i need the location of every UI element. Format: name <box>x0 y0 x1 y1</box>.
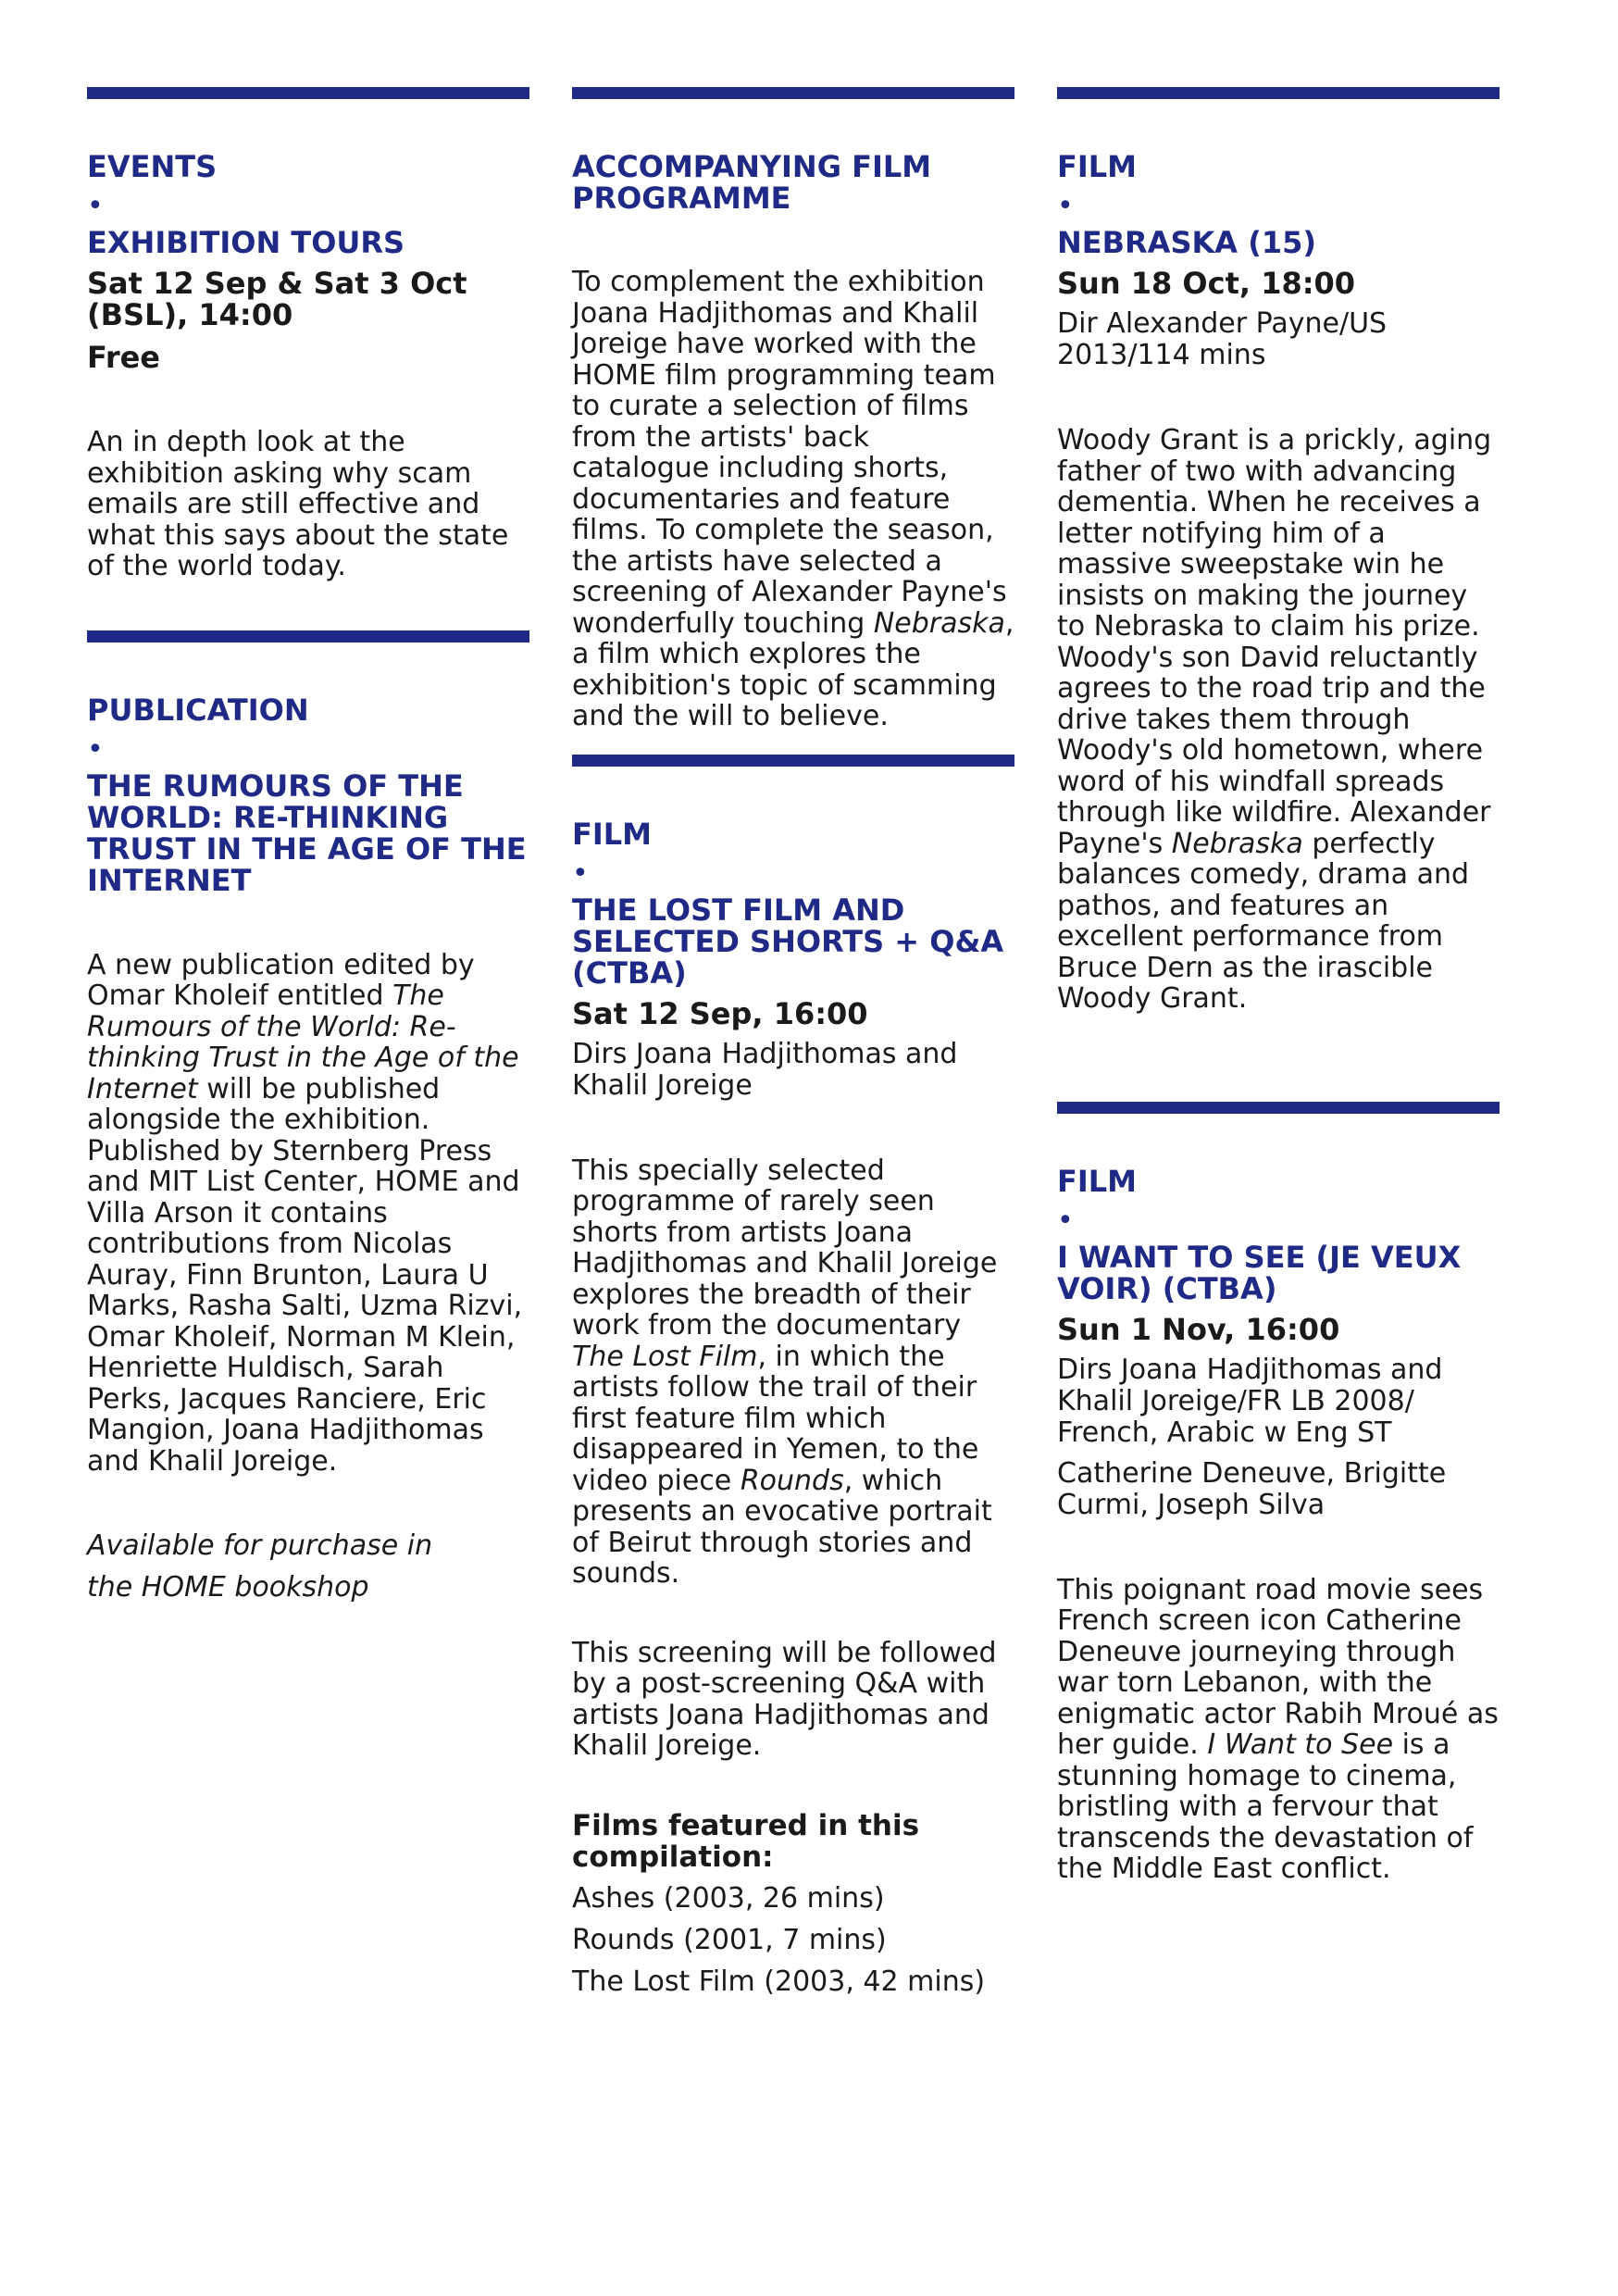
event-description-text: An in depth look at the exhibition asking why scam emails are still effective and what this says about the state of the world today. <box>87 426 509 582</box>
programme-description-text <box>572 267 1014 732</box>
film-date: Sun 1 Nov, 16:00 <box>1057 1311 1340 1347</box>
section-rule <box>87 87 529 99</box>
bullet-dot: • <box>87 190 104 222</box>
text-run: , in which the artists follow the trail of their first feature film which disappeared in Yemen, to the video piece <box>572 1340 979 1497</box>
programme-description <box>572 267 1014 732</box>
text-run: perfectly balances comedy, drama and pathos, and features an excellent performance from Bruce Dern as the irascible Woody Grant. <box>1057 827 1470 1015</box>
publication-title: THE RUMOURS OF THE WORLD: RE-THINKING TRUST IN THE AGE OF THE INTERNET <box>87 767 527 898</box>
section-kicker: EVENTS <box>87 149 218 184</box>
text-run: This specially selected programme of rarely seen shorts from artists Joana Hadjithomas and Khalil Joreige explores the breadth of their work from the documentary <box>572 1154 998 1341</box>
lost-film-section <box>572 755 1014 1998</box>
film-list-item: Rounds (2001, 7 mins) <box>572 1923 887 1956</box>
bullet-dot: • <box>572 856 589 890</box>
availability-line: Available for purchase in <box>87 1529 433 1562</box>
event-description <box>87 427 529 582</box>
section-kicker: PUBLICATION <box>87 692 309 728</box>
text-run: This poignant road movie sees French screen icon Catherine Deneuve journeying through war torn Lebanon, with the enigmatic actor Rabih Mroué as her guide. <box>1057 1573 1499 1761</box>
film-list-item: The Lost Film (2003, 42 mins) <box>572 1965 986 1998</box>
programme-section <box>572 87 1014 732</box>
publication-section <box>87 630 529 1609</box>
section-kicker: FILM <box>1057 1163 1137 1199</box>
section-kicker: ACCOMPANYING FILM PROGRAMME <box>572 149 932 216</box>
film-list-item: Ashes (2003, 26 mins) <box>572 1881 885 1915</box>
film-description <box>1057 425 1500 1015</box>
film-title: THE LOST FILM AND SELECTED SHORTS + Q&A (CTBA) <box>572 892 1004 991</box>
nebraska-section <box>1057 87 1500 1015</box>
bullet-dot: • <box>1057 190 1074 222</box>
film-description-text <box>1057 1575 1500 1885</box>
film-date: Sun 18 Oct, 18:00 <box>1057 266 1356 301</box>
section-rule <box>572 87 1014 99</box>
film-description-text <box>572 1155 1014 1590</box>
availability-line: the HOME bookshop <box>87 1571 369 1603</box>
column-right <box>1057 87 1500 1885</box>
film-credits: Dirs Joana Hadjithomas and Khalil Joreige <box>572 1037 958 1102</box>
film-description-text <box>1057 425 1500 1015</box>
film-description <box>1057 1575 1500 1885</box>
film-title-italic: The Lost Film <box>572 1340 758 1373</box>
publication-description-text <box>87 950 529 1478</box>
text-run: A new publication edited by Omar Kholeif entitled <box>87 948 475 1012</box>
film-date: Sat 12 Sep, 16:00 <box>572 995 868 1031</box>
bullet-dot: • <box>87 732 104 766</box>
event-title: EXHIBITION TOURS <box>87 225 405 260</box>
film-title-italic: Nebraska <box>873 606 1005 640</box>
film-title-italic: Rounds <box>740 1464 844 1497</box>
column-left <box>87 87 529 1608</box>
want-to-see-section <box>1057 1102 1500 1885</box>
text-run: To complement the exhibition Joana Hadjithomas and Khalil Joreige have worked with the HOME film programming team to curate a selection of films from the artists' back catalogue including shorts, documentaries and feature films. To complete the season, the artists have selected a screening of Alexander Payne's wonderfully touching <box>572 266 1007 640</box>
text-run: Woody Grant is a prickly, aging father of two with advancing dementia. When he receives a letter notifying him of a massive sweepstake win he insists on making the journey to Nebraska to claim his prize. Woody's son David reluctantly agrees to the road trip and the drive takes them through Woody's old hometown, where word of his windfall spreads through like wildfire. Alexander Payne's <box>1057 424 1492 860</box>
film-credits: Dirs Joana Hadjithomas and Khalil Joreige/FR LB 2008/ French, Arabic w Eng ST <box>1057 1353 1443 1449</box>
text-run: is a stunning homage to cinema, bristling with a fervour that transcends the devastation of the Middle East conflict. <box>1057 1728 1474 1885</box>
book-title-italic: The Rumours of the World: Re-thinking Trust in the Age of the Internet <box>87 980 519 1105</box>
section-kicker: FILM <box>572 816 652 852</box>
text-run: will be published alongside the exhibition. Published by Sternberg Press and MIT List Center, HOME and Villa Arson it contains contributions from Nicolas Auray, Finn Brunton, Laura U Marks, Rasha Salti, Uzma Rizvi, Omar Kholeif, Norman M Klein, Henriette Huldisch, Sarah Perks, Jacques Ranciere, Eric Mangion, Joana Hadjithomas and Khalil Joreige. <box>87 1072 523 1478</box>
film-title-italic: I Want to See <box>1207 1728 1394 1761</box>
event-price: Free <box>87 340 160 375</box>
film-title: NEBRASKA (15) <box>1057 225 1316 260</box>
section-rule <box>1057 87 1500 99</box>
section-kicker: FILM <box>1057 149 1137 184</box>
film-credits: Dir Alexander Payne/US 2013/114 mins <box>1057 307 1388 371</box>
event-date: Sat 12 Sep & Sat 3 Oct (BSL), 14:00 <box>87 266 467 332</box>
film-qa-text: This screening will be followed by a post-screening Q&A with artists Joana Hadjithomas and Khalil Joreige. <box>572 1636 997 1762</box>
section-rule <box>572 755 1014 767</box>
section-rule <box>1057 1102 1500 1114</box>
text-run: , which presents an evocative portrait of Beirut through stories and sounds. <box>572 1464 992 1590</box>
film-title: I WANT TO SEE (JE VEUX VOIR) (CTBA) <box>1057 1239 1462 1306</box>
film-title-italic: Nebraska <box>1171 827 1303 860</box>
film-description <box>572 1155 1014 1762</box>
column-middle <box>572 87 1014 1998</box>
text-run: , a film which explores the exhibition's topic of scamming and the will to believe. <box>572 606 1014 732</box>
publication-description <box>87 950 529 1478</box>
availability-note <box>87 1525 529 1608</box>
bullet-dot: • <box>1057 1204 1074 1237</box>
films-featured-heading: Films featured in this compilation: <box>572 1808 920 1874</box>
section-rule <box>87 630 529 643</box>
events-section <box>87 87 529 582</box>
film-cast: Catherine Deneuve, Brigitte Curmi, Joseph Silva <box>1057 1456 1447 1521</box>
